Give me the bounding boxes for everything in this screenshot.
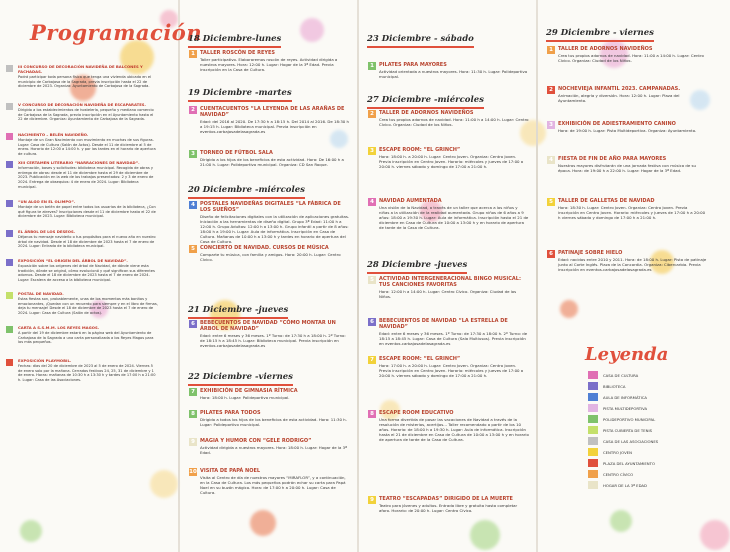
event-item xyxy=(370,410,529,443)
legend-item xyxy=(588,447,632,457)
event-details: Nuestros mayores disfrutarán de una jornada festiva con música de su época. Hora: de 19:00 h a 22:00 h. Lugar: Hogar de la 3ª Edad. xyxy=(558,163,696,174)
legend-label: PISTA MULTIDEPORTIVA xyxy=(603,405,648,411)
event-details: Hora: 18:00 h. a 20:00 h. Lugar: Centro Joven. Organiza: Centro Joven. Previa inscripción en Centro Joven. Horario: miércoles y jueves de 17:00 a 20:00 h. viernes sábado y domingo de 17:00 a 21:00 h. xyxy=(379,154,524,170)
venue-marker xyxy=(6,161,13,168)
event-item xyxy=(370,318,529,347)
intro-item-text: Dirigido a los establecimientos de hostelería, pequeño y mediano comercio de Carbajosa de la Sagrada, previa inscripción en el Ayuntamiento hasta el 22 de diciembre. Organiza: Ayuntamiento de Carbajosa de la Sagrada. xyxy=(18,108,154,122)
venue-marker xyxy=(6,259,13,266)
event-item xyxy=(549,198,708,221)
event-item xyxy=(191,245,350,263)
legend-swatch xyxy=(588,426,598,434)
event-title: MAGIA Y HUMOR CON “GELE RODRIGO” xyxy=(200,438,312,444)
legend-item xyxy=(588,458,655,468)
day-heading: 27 Diciembre -miércoles xyxy=(367,95,484,109)
intro-item xyxy=(18,64,158,89)
day-heading: 28 Diciembre -jueves xyxy=(367,260,467,274)
venue-marker xyxy=(6,133,13,140)
event-number-badge: 10 xyxy=(189,469,197,475)
venue-marker xyxy=(6,65,13,72)
event-details: Teatro para jóvenes y adultos. Entrada libre y gratuita hasta completar aforo. Horario: de 20:00 h. Lugar: Centro Cívico. xyxy=(379,503,518,514)
event-title: ESCAPE ROOM EDUCATIVO xyxy=(379,410,454,416)
intro-item xyxy=(18,325,158,345)
legend-swatch xyxy=(588,459,598,467)
event-title: PATINAJE SOBRE HIELO xyxy=(558,250,623,256)
event-details: Animación, alegría y diversión. Hora: 12:00 h. Lugar: Plaza del Ayuntamiento. xyxy=(558,93,680,104)
panel-dec-23-28 xyxy=(359,0,535,552)
event-title: CONCIERTO DE NAVIDAD. CURSOS DE MÚSICA xyxy=(200,245,329,251)
intro-item-text: Déjanos tu mensaje navideño o tus propósitos para el nuevo año en nuestro árbol de navidad. Desde el 18 de diciembre de 2023 hasta el 7 de enero de 2024. Lugar: Entrada de la biblioteca municipal. xyxy=(18,235,156,249)
event-item xyxy=(191,201,350,245)
legend-title: Leyenda xyxy=(585,344,669,365)
event-details: Comparte tu música, con familia y amigos. Hora: 20:00 h. Lugar: Centro Cívico. xyxy=(200,252,341,263)
intro-item-heading: EL ÁRBOL DE LOS DESEOS. xyxy=(18,229,76,234)
intro-item-heading: POSTAL DE NAVIDAD. xyxy=(18,291,64,296)
event-number-badge: 5 xyxy=(547,198,555,206)
day-heading: 18 Diciembre-lunes xyxy=(188,34,281,48)
event-number-badge: 2 xyxy=(189,106,197,114)
event-details: Crea tus propios adornos de navidad. Hora: 11:00 h a 14:00 h. Lugar: Centro Cívico. Organiza: Ciudad de los Niños. xyxy=(379,117,529,128)
day-heading: 22 Diciembre -viernes xyxy=(188,372,293,386)
legend-label: PISTA CUBIERTA DE TENIS xyxy=(603,427,653,433)
legend-swatch xyxy=(588,393,598,401)
intro-item-heading: CARTA A S.S.M.M. LOS REYES MAGOS. xyxy=(18,325,100,330)
intro-item xyxy=(18,199,158,219)
event-title: BEBECUENTOS DE NAVIDAD “CÓMO MONTAR UN ÁRBOL DE NAVIDAD” xyxy=(200,320,336,333)
event-title: ESCAPE ROOM: “EL GRINCH” xyxy=(379,147,461,153)
venue-marker xyxy=(6,200,13,207)
legend-label: CENTRO CÍVICO xyxy=(603,471,634,477)
venue-marker xyxy=(6,326,13,333)
legend-swatch xyxy=(588,371,598,379)
event-title: TALLER DE ADORNOS NAVIDEÑOS xyxy=(379,110,474,116)
event-number-badge: 4 xyxy=(189,201,197,209)
event-details: Diseño de felicitaciones digitales con la utilización de aplicaciones gratuitas. Iniciación a las herramientas de diseño digital. Grupo 3ª Edad: 11:00 h a 12:00 h. Grupo Adultos: 12:00 h a 13:00 h. Grupo infantil a partir de 8 años: 18:00 h a 19:00 h. Lugar: Aula de informática. Inscripción en Casa de Cultura. Mañanas de 10:00 h a 13:00 h y tardes en horario de apertura del Casa de Cultura. xyxy=(200,214,350,245)
event-title: TALLER ROSCÓN DE REYES xyxy=(200,50,276,56)
intro-item-text: Información, bases y solicitudes: biblioteca municipal. Recogida de obras y entrega de obras: desde el 11 de diciembre hasta el 29 de diciembre de 2023. Publicación en la web de los trabajos presentados: 2 y 3 de enero de 2024. Entrega de obsequios: 4 de enero de 2024. Lugar: Biblioteca municipal. xyxy=(18,166,154,189)
event-item xyxy=(370,110,529,128)
intro-item-text: Montaje de un Gran Nacimiento con movimiento en muchas de sus figuras. Lugar: Casa de Cultura (Salón de Actos). Desde el 11 de diciembre al 5 de enero. Horario de 12:00 a 14:00 h. y por las tardes en el horario de apertura de cultura. xyxy=(18,138,156,157)
event-number-badge: 1 xyxy=(368,62,376,70)
intro-item-heading: “UN ALGO EN EL OLIMPO”. xyxy=(18,199,76,204)
event-title: BEBECUENTOS DE NAVIDAD “LA ESTRELLA DE NAVIDAD” xyxy=(379,318,508,331)
event-number-badge: 8 xyxy=(189,410,197,418)
legend-label: CASA DE LAS ASOCIACIONES xyxy=(603,438,659,444)
event-number-badge: 1 xyxy=(547,46,555,54)
legend-swatch xyxy=(588,481,598,489)
event-details: Hora: 18:00 h. Lugar: Polideportivo municipal. xyxy=(200,395,290,401)
venue-marker xyxy=(6,292,13,299)
event-title: VISITA DE PAPÁ NOEL xyxy=(200,468,261,474)
event-item xyxy=(370,496,529,514)
event-item xyxy=(549,250,708,273)
legend-label: CASA DE CULTURA xyxy=(603,372,639,378)
event-details: Una visión de la Navidad, a través de un taller que acerca a los niños y niñas a la utilización de la realidad aumentada. Grupo niños de 6 años a 9 años: 18:00 a 19:30 h. Lugar: Aula de informática. Inscripción hasta el 21 de diciembre en Casa de Cultura de 10:00 a 13:00 h y en horario de apertura de tarde de la Casa de Cultura. xyxy=(379,205,529,231)
event-title: ACTIVIDAD INTERGENERACIONAL BINGO MUSICAL: TUS CANCIONES FAVORITAS xyxy=(379,276,521,289)
event-details: Dirigido a los hijos de los beneficios de esta actividad. Hora: De 16:00 h a 21:00 h. Lugar: Polideportivo municipal. Organiza: CD San Roque. xyxy=(200,157,344,168)
legend-label: HOGAR DE LA 3ª EDAD xyxy=(603,482,647,488)
intro-item-heading: EXPOSICIÓN “EL ORIGEN DEL ÁRBOL DE NAVIDAD”. xyxy=(18,258,128,263)
event-number-badge: 3 xyxy=(368,147,376,155)
event-number-badge: 7 xyxy=(189,388,197,396)
event-title: PILATES PARA TODOS xyxy=(200,410,261,416)
event-details: Edad: entre 6 meses y 36 meses. 1º Turno: de 17:30 h a 18:00 h. 2º Turno: de 18:15 h a 18:45 h. Lugar: Biblioteca municipal. Previa inscripción en eventos.carbajosadelasagrada.es xyxy=(200,333,346,349)
event-details: Dirigido a todos los hijos de los beneficios de esta actividad. Hora: 11:30 h. Lugar: Polideportivo municipal. xyxy=(200,417,347,428)
event-title: TEATRO “ESCAPADAS” DIRIGIDO DE LA MUERTE xyxy=(379,496,513,502)
intro-item-heading: EXPOSICIÓN PLAYMOBIL. xyxy=(18,358,72,363)
event-title: CUENTACUENTOS “LA LEYENDA DE LAS ARAÑAS DE NAVIDAD” xyxy=(200,106,345,119)
legend-swatch xyxy=(588,448,598,456)
event-item xyxy=(370,147,529,170)
legend-item xyxy=(588,480,647,490)
event-details: Hora: 12:00 h a 14:00 h. Lugar: Centro Cívico. Organiza: Ciudad de los Niños. xyxy=(379,289,517,300)
legend-item xyxy=(588,381,626,391)
event-item xyxy=(191,150,350,168)
event-number-badge: 2 xyxy=(368,110,376,118)
event-number-badge: 3 xyxy=(547,121,555,129)
event-item xyxy=(191,106,350,135)
event-number-badge: 2 xyxy=(547,86,555,94)
event-item xyxy=(370,276,529,300)
event-number-badge: 9 xyxy=(368,496,376,504)
event-item xyxy=(549,86,708,104)
event-number-badge: 4 xyxy=(547,156,555,164)
intro-item-heading: III CONCURSO DE DECORACIÓN NAVIDEÑA DE BALCONES Y FACHADAS. xyxy=(18,64,143,74)
legend-label: BIBLIOTECA xyxy=(603,383,626,389)
event-details: Edad: entre 6 meses y 36 meses. 1º Turno: de 17:30 a 18:00 h. 2º Turno: de 18:15 a 18:45 h. Lugar: Casa de Cultura (Sala Multiusos). Previa inscripción en eventos.carbajosadelasagrada.es xyxy=(379,331,528,347)
event-item xyxy=(370,198,529,231)
legend-item xyxy=(588,469,633,479)
intro-item-text: A partir del 19 de diciembre estará en la página web del Ayuntamiento de Carbajosa de la Sagrada a una carta personalizada a los Reyes Magos para los más pequeños. xyxy=(18,331,154,345)
event-number-badge: 6 xyxy=(189,320,197,328)
intro-item-heading: NACIMIENTO – BELÉN NAVIDEÑO. xyxy=(18,132,89,137)
day-heading: 23 Diciembre - sábado xyxy=(367,34,474,48)
event-details: Edad: nacidos entre 2010 y 2011. Hora: de 18:00 h. Lugar: Pista de patinaje junto al Corte Inglés. Plaza de la Concordia. Organiza: Cibercarbia. Previa inscripción en eventos.carbajosadelasagrada.es xyxy=(558,257,707,273)
intro-item xyxy=(18,132,158,157)
event-item xyxy=(191,388,350,401)
day-heading: 20 Diciembre -miércoles xyxy=(188,185,305,199)
event-title: POSTALES NAVIDEÑAS DIGITALES “LA FÁBRICA DE LOS SUEÑOS” xyxy=(200,201,341,214)
event-title: TALLER DE GALLETAS DE NAVIDAD xyxy=(558,198,655,204)
legend-item xyxy=(588,414,655,424)
panel-programacion xyxy=(0,0,203,552)
event-item xyxy=(191,50,350,73)
event-details: Visita al Centro de día de nuestros mayores “MIRAFLOR”, y a continuación, en la Casa de Cultura. Los más pequeños podrán echar su carta para Papá Noel en su buzón mágico. Hora: de 17:00 h a 20:00 h. Lugar: Casa de Cultura. xyxy=(200,475,346,496)
legend-label: POLIDEPORTIVO MUNICIPAL xyxy=(603,416,656,422)
event-number-badge: 6 xyxy=(547,250,555,258)
event-item xyxy=(549,46,708,64)
intro-item-text: Estas fiestas son, probablemente, unas de los momentos más bonitos y emocionantes, ¡Quedan con un recuerdo para siempre y en el libro de firmas, deja tu mensaje! Desde el 18 de diciembre de 2023 hasta el 7 de enero de 2024. Lugar: Casa de Cultura (Salón de actos). xyxy=(18,297,158,316)
event-number-badge: 7 xyxy=(368,356,376,364)
event-details: Hora: 17:00 h. a 20:00 h. Lugar: Centro Joven. Organiza: Centro Joven. Previa inscripción en Centro Joven. Horario: miércoles y jueves de 17:00 a 20:00 h. viernes sábado y domingo de 17:00 a 21:00 h. xyxy=(379,363,524,379)
event-number-badge: 5 xyxy=(189,245,197,253)
day-heading: 29 Diciembre - viernes xyxy=(546,28,654,42)
legend-swatch xyxy=(588,437,598,445)
event-details: Hora: 18:30 h. Lugar: Centro Joven. Organiza: Centro Joven. Previa inscripción en Centro Joven. Horario: miércoles y jueves de 17:00 h a 20:00 h viernes sábado y domingo de 17:00 h a 21:00 h. xyxy=(558,205,706,221)
legend-swatch xyxy=(588,415,598,423)
event-title: EXHIBICIÓN DE ADIESTRAMIENTO CANINO xyxy=(558,121,676,127)
event-item xyxy=(191,320,350,349)
event-item xyxy=(189,468,350,496)
event-details: Actividad orientada a nuestros mayores. Hora: 11:30 h. Lugar: Polideportivo municipal. xyxy=(379,69,528,80)
legend-item xyxy=(588,392,647,402)
event-title: FIESTA DE FIN DE AÑO PARA MAYORES xyxy=(558,156,667,162)
intro-item xyxy=(18,258,158,283)
event-item xyxy=(549,156,708,174)
intro-item-text: Montaje de un belén de papel entre todos los usuarios de la biblioteca, ¿Con qué figura te atreves? Inscripciones desde el 11 de diciembre hasta el 22 de diciembre de 2023. Lugar: Biblioteca municipal. xyxy=(18,205,156,219)
intro-item-heading: V CONCURSO DE DECORACIÓN NAVIDEÑA DE ESCAPARATES. xyxy=(18,102,146,107)
event-item xyxy=(549,121,708,134)
event-number-badge: 6 xyxy=(368,318,376,326)
venue-marker xyxy=(6,103,13,110)
event-title: NOCHEVIEJA INFANTIL 2023. CAMPANADAS. xyxy=(558,86,681,92)
intro-item-text: Podrá participar toda persona física que tenga una vivienda ubicada en el municipio de Carbajosa de la Sagrada, previa inscripción hasta el 22 de diciembre de 2023. Organiza: Ayuntamiento de Carbajosa de la Sagrada. xyxy=(18,75,152,89)
event-item xyxy=(370,62,529,80)
legend-swatch xyxy=(588,404,598,412)
event-number-badge: 8 xyxy=(368,410,376,418)
panel-dec-18-22 xyxy=(180,0,356,552)
legend-swatch xyxy=(588,470,598,478)
page-title: Programación xyxy=(30,20,203,45)
event-details: Edad: del 2016 al 2020. De 17:30 h a 18:15 h. Del 2014 al 2016. De 18:30 h a 19:15 h. Lugar: Biblioteca municipal. Previa inscripción en eventos.carbajosadelasagrada.es xyxy=(200,119,349,135)
intro-item xyxy=(18,229,158,249)
legend-item xyxy=(588,436,658,446)
legend-label: PLAZA DEL AYUNTAMIENTO xyxy=(603,460,655,466)
intro-item xyxy=(18,160,158,190)
intro-item-text: Exposición sobre los orígenes del árbol de Navidad, de dónde viene esta tradición, dónde se originó, cómo evolucionó y qué significan sus diferentes adornos. Desde el 18 de diciembre de 2023 hasta el 7 de enero de 2024. Lugar: Escalera de acceso a la biblioteca municipal. xyxy=(18,264,155,283)
event-details: Taller participativo. Elaboraremos roscón de reyes. Actividad dirigida a nuestros mayores. Hora: 12:00 h. Lugar: Hogar de la 3ª Edad. Previa inscripción en la Casa de Cultura. xyxy=(200,57,338,73)
intro-item-text: Fechas: días del 20 de diciembre de 2023 al 5 de enero de 2024. Viernes 5 de enero solo por la mañana. Cerrados festivos 24, 25, 31 de diciembre y 1 de enero. Horas: mañanas de 10:30 h a 13:30 h y tardes de 17:00 h a 21:00 h. Lugar: Casa de las Asociaciones. xyxy=(18,364,156,383)
event-number-badge: 1 xyxy=(189,50,197,58)
event-title: TALLER DE ADORNOS NAVIDEÑOS xyxy=(558,46,653,52)
legend-item xyxy=(588,370,638,380)
venue-marker xyxy=(6,359,13,366)
day-heading: 21 Diciembre -jueves xyxy=(188,305,288,319)
intro-item xyxy=(18,358,158,383)
event-item xyxy=(191,410,350,428)
event-title: EXHIBICIÓN DE GIMNASIA RÍTMICA xyxy=(200,388,298,394)
intro-item xyxy=(18,291,158,316)
event-title: NAVIDAD AUMENTADA xyxy=(379,198,442,204)
legend-label: AULA DE INFORMÁTICA xyxy=(603,394,647,400)
event-title: ESCAPE ROOM: “EL GRINCH” xyxy=(379,356,461,362)
event-details: Hora: de 19:00 h. Lugar: Pista Multideportiva. Organiza: Ayuntamiento. xyxy=(558,128,697,134)
legend-label: CENTRO JOVEN xyxy=(603,449,632,455)
event-details: Actividad dirigida a nuestros mayores. Hora: 18:00 h. Lugar: Hogar de la 3ª Edad. xyxy=(200,445,347,456)
event-details: Crea tus propios adornos de navidad. Hora: 11:00 a 14:00 h. Lugar: Centro Cívico. Organiza: Ciudad de los Niños. xyxy=(558,53,704,64)
event-title: PILATES PARA MAYORES xyxy=(379,62,447,68)
event-details: Una forma divertida de pasar las vacaciones de Navidad a través de la resolución de misterios, acertijos... Taller recomendado a partir de los 10 años. Horario: de 18:00 h a 19:30 h. Lugar: Aula de informática. Inscripción hasta el 21 de diciembre en Casa de Cultura de 10:00 a 13:00 h y en horario de apertura de tarde de la Casa de Cultura. xyxy=(379,417,529,443)
event-number-badge: 4 xyxy=(368,198,376,206)
event-item xyxy=(370,356,529,379)
intro-item xyxy=(18,102,158,122)
event-item xyxy=(191,438,350,456)
venue-marker xyxy=(6,230,13,237)
intro-item-heading: XIII CERTAMEN LITERARIO “NARRACIONES DE NAVIDAD”. xyxy=(18,160,140,165)
legend-swatch xyxy=(588,382,598,390)
legend-item xyxy=(588,403,647,413)
day-heading: 19 Diciembre -martes xyxy=(188,88,292,102)
event-number-badge: 9 xyxy=(189,438,197,446)
event-title: TORNEO DE FÚTBOL SALA xyxy=(200,150,273,156)
event-number-badge: 5 xyxy=(368,276,376,284)
event-number-badge: 3 xyxy=(189,150,197,158)
legend-item xyxy=(588,425,652,435)
